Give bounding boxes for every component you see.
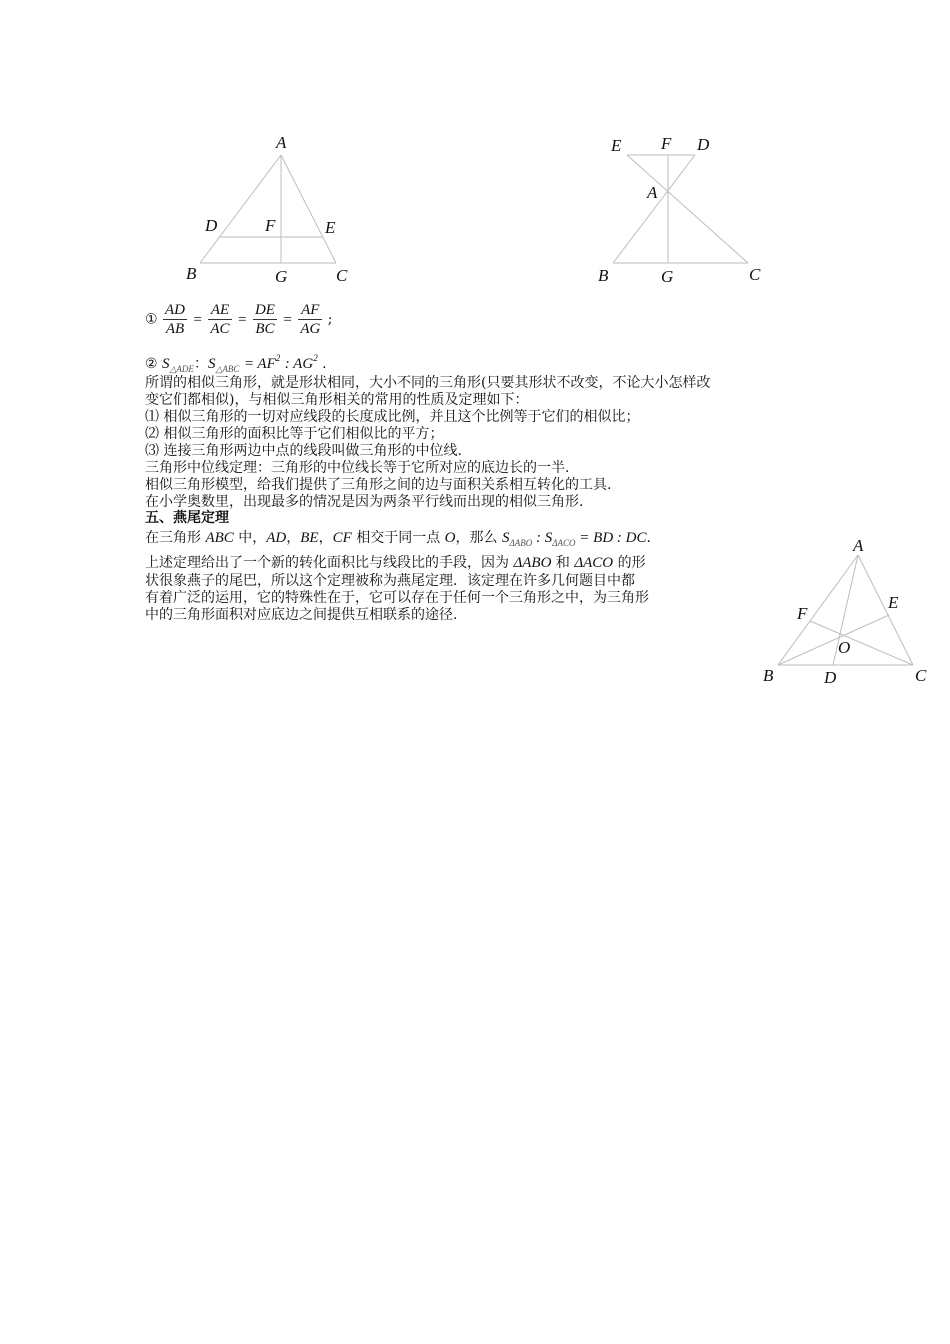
text-line: 三角形中位线定理：三角形的中位线长等于它所对应的底边长的一半.: [145, 460, 570, 476]
fig1-label-e: E: [325, 218, 336, 237]
text-line: 在小学奥数里，出现最多的情况是因为两条平行线而出现的相似三角形.: [145, 494, 584, 510]
fig3-label-f: F: [797, 604, 808, 623]
fig3-label-o: O: [838, 638, 851, 657]
figure-hourglass-triangles: [613, 155, 748, 263]
fraction-de-bc: $\frac{DE}{BC}$: [254, 302, 275, 337]
fig2-label-g: G: [661, 267, 674, 286]
fig1-label-g: G: [275, 267, 288, 286]
section-title: 五、燕尾定理: [145, 510, 229, 526]
fraction-ad-ab: $\frac{AD}{AB}$: [165, 302, 186, 337]
formula1-marker: ①: [145, 311, 158, 328]
theorem-statement: 在三角形 ABC 中，AD，BE，CF 相交于同一点 O，那么 $S_{\Delta ABO}$ : $S_{\Delta ACO}$ = BD : DC.: [145, 530, 651, 548]
fig3-label-c: C: [915, 666, 927, 685]
fig3-label-a: A: [853, 536, 864, 555]
fig1-label-a: A: [276, 133, 287, 152]
explain-line: 状很象燕子的尾巴，所以这个定理被称为燕尾定理．该定理在许多几何题目中都: [145, 573, 635, 589]
fig2-label-d: D: [697, 135, 710, 154]
formula-area-ratio: ② $S_{\triangle ADE}$：$S_{\triangle ABC} = AF^2$ : $AG^2$ .: [145, 353, 327, 374]
figure-similar-triangles: [200, 155, 336, 263]
fig2-label-e: E: [611, 136, 622, 155]
text-line: ⑴ 相似三角形的一切对应线段的长度成比例，并且这个比例等于它们的相似比；: [145, 409, 640, 425]
explain-line: 中的三角形面积对应底边之间提供互相联系的途径.: [145, 607, 458, 623]
text-line: 变它们都相似)，与相似三角形相关的常用的性质及定理如下：: [145, 392, 529, 408]
fig3-label-b: B: [763, 666, 774, 685]
fig2-label-c: C: [749, 265, 761, 284]
fig2-label-a: A: [647, 183, 658, 202]
fraction-af-ag: $\frac{AF}{AG}$: [300, 302, 321, 337]
text-line: 所谓的相似三角形，就是形状相同，大小不同的三角形(只要其形状不改变，不论大小怎样改: [145, 375, 711, 391]
text-line: ⑶ 连接三角形两边中点的线段叫做三角形的中位线.: [145, 443, 462, 459]
fig3-label-d: D: [824, 668, 837, 687]
explain-line: 上述定理给出了一个新的转化面积比与线段比的手段，因为 ΔABO 和 ΔACO 的形: [145, 555, 646, 571]
fig3-label-e: E: [888, 593, 899, 612]
formula2-marker: ②: [145, 356, 158, 372]
explain-line: 有着广泛的运用，它的特殊性在于，它可以存在于任何一个三角形之中，为三角形: [145, 590, 649, 606]
fig2-label-b: B: [598, 266, 609, 285]
fig1-label-f: F: [265, 216, 276, 235]
text-line: 相似三角形模型，给我们提供了三角形之间的边与面积关系相互转化的工具.: [145, 477, 612, 493]
fraction-ae-ac: $\frac{AE}{AC}$: [210, 302, 230, 337]
fig2-label-f: F: [661, 134, 672, 153]
fig1-label-b: B: [186, 264, 197, 283]
text-line: ⑵ 相似三角形的面积比等于它们相似比的平方；: [145, 426, 444, 442]
fig1-label-d: D: [205, 216, 218, 235]
formula-ratio-equality: ① $\frac{AD}{AB}$ = $\frac{AE}{AC}$ = $\frac{DE}{BC}$ = $\frac{AF}{AG}$ ;: [145, 302, 333, 337]
fig1-label-c: C: [336, 266, 348, 285]
